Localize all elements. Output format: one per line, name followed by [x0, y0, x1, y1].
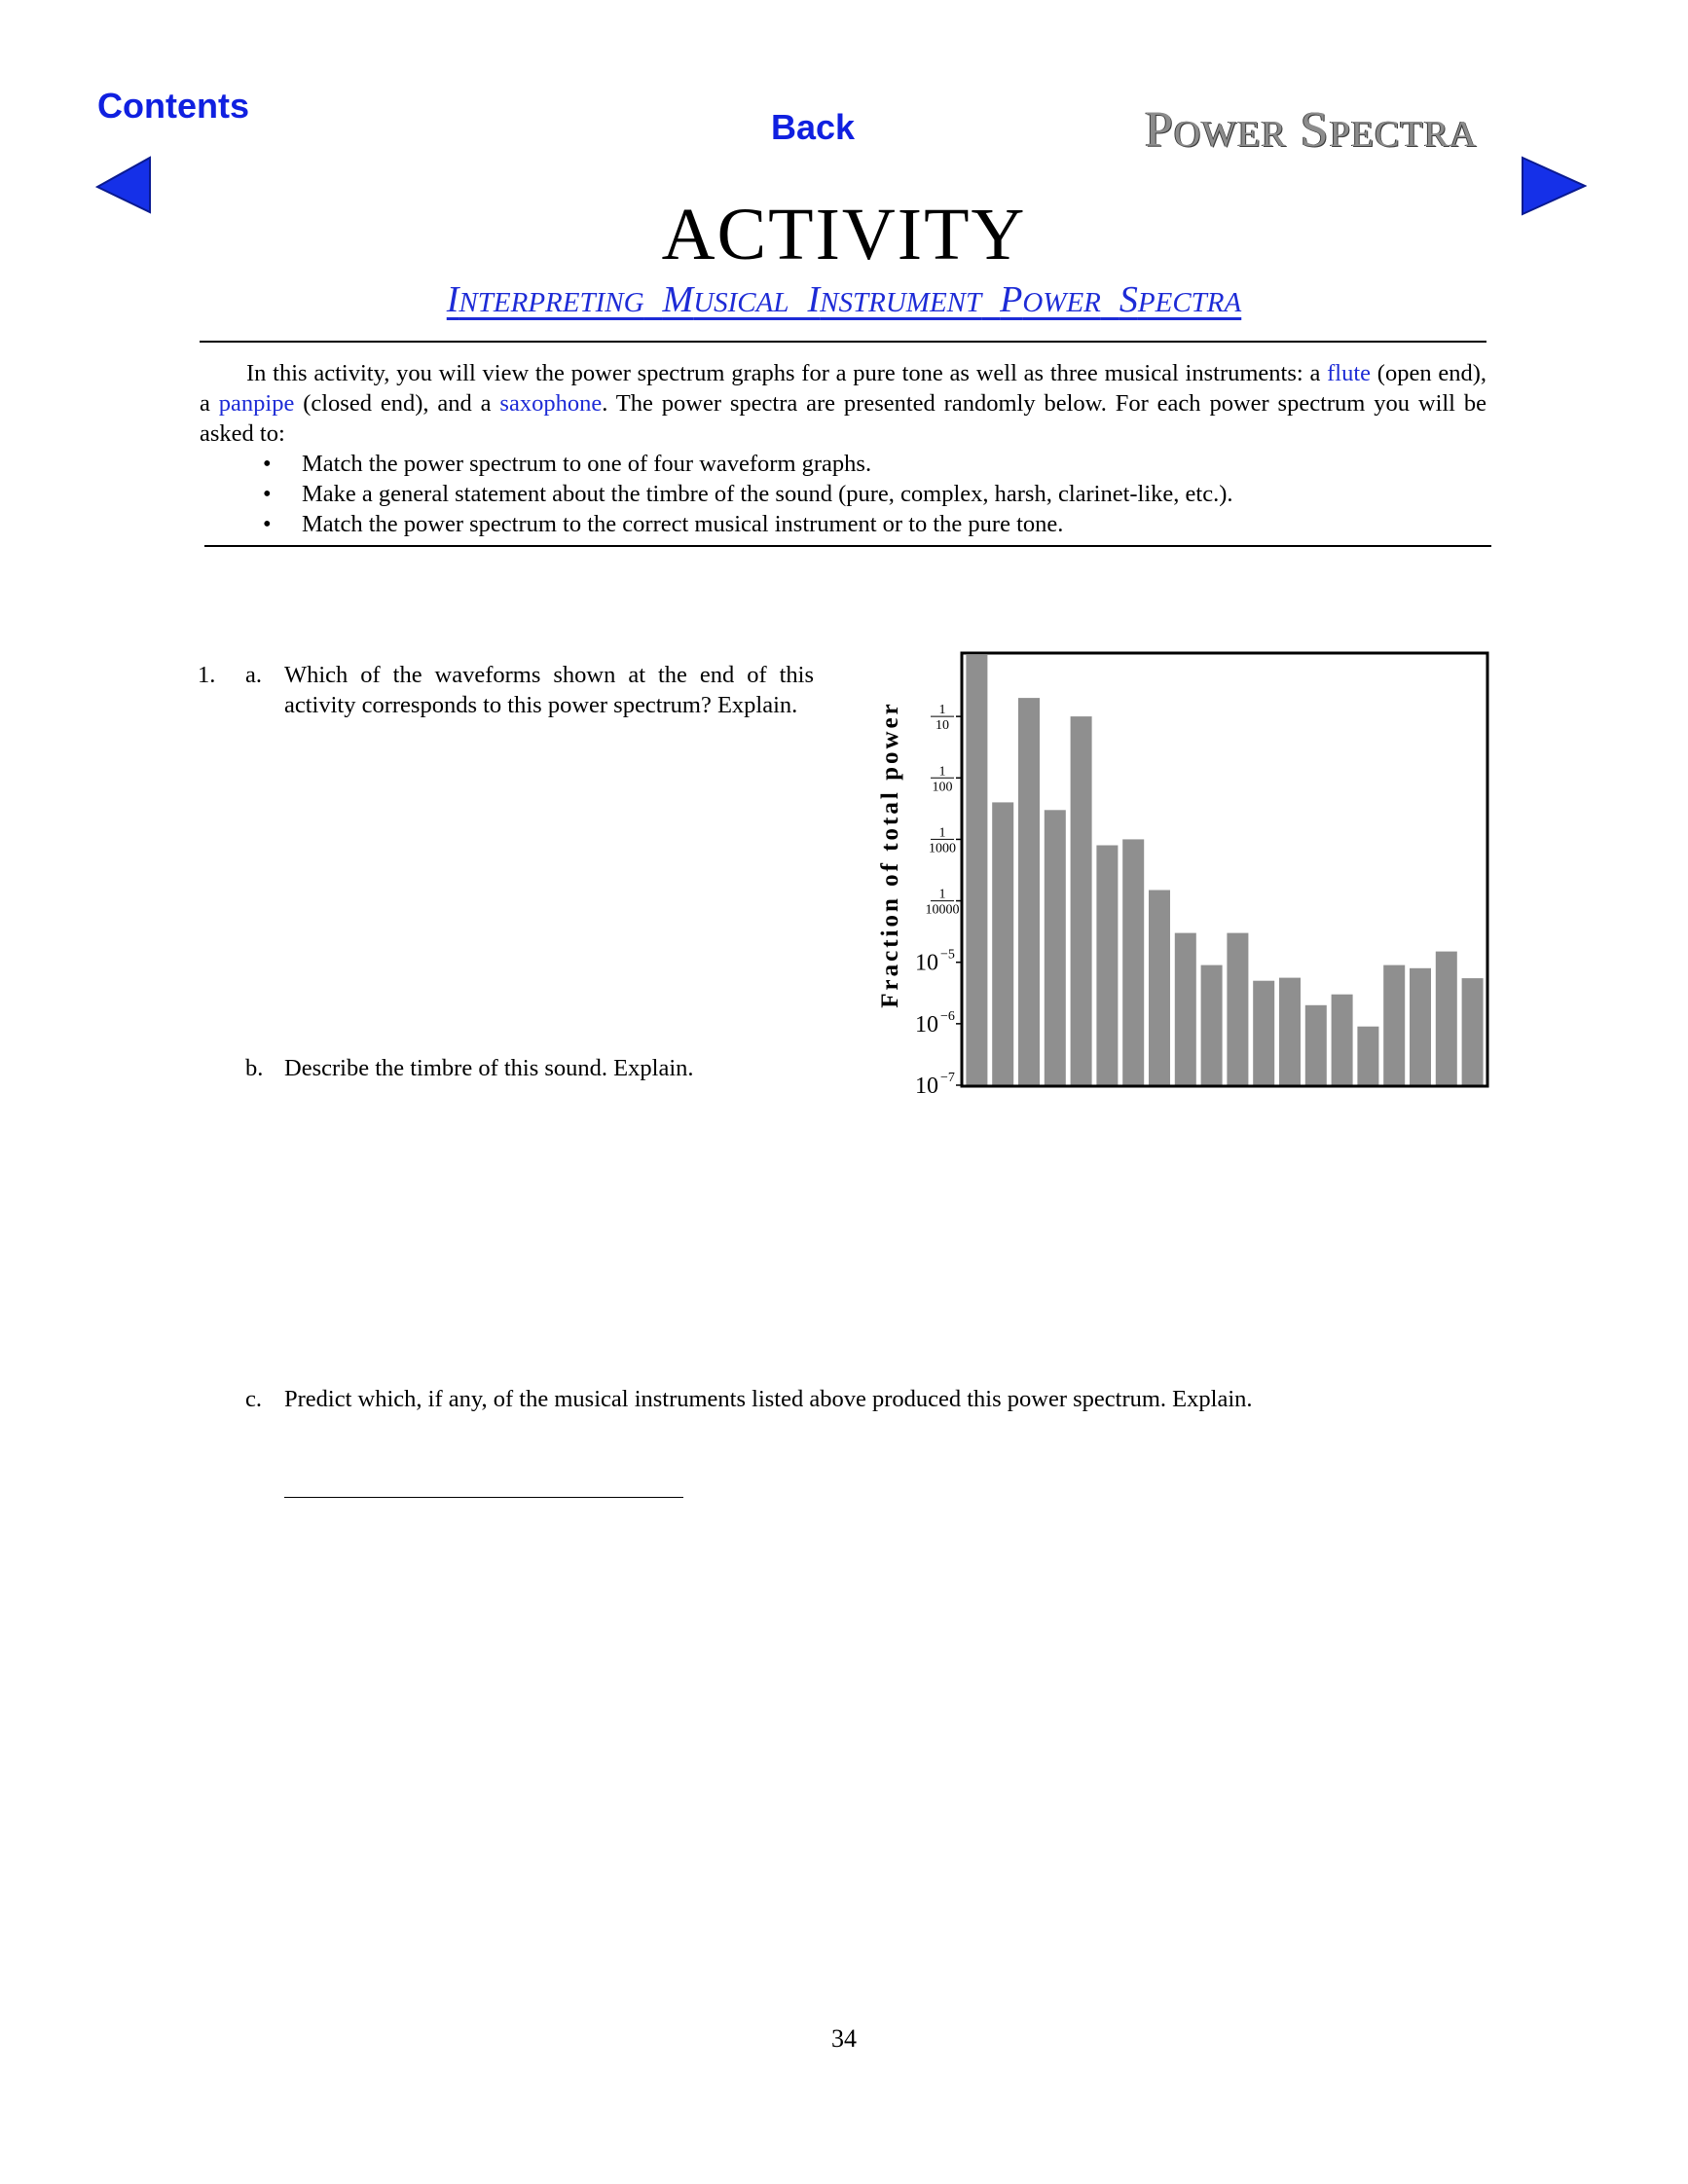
spectrum-bar — [992, 802, 1013, 1085]
bottom-rule — [204, 545, 1491, 547]
y-tick-label: 10 — [915, 1011, 938, 1037]
spectrum-bar — [966, 655, 987, 1085]
spectrum-bar — [1436, 952, 1457, 1085]
y-tick-denominator: 10 — [936, 718, 949, 734]
flute-link[interactable]: flute — [1327, 360, 1372, 386]
spectrum-bar — [1410, 968, 1431, 1085]
intro-text: In this activity, you will view the power spectrum graphs for a pure tone as well as three musical instruments: a flute (open end), a panpipe (closed end), and a saxophone. The power spectra are presented randomly below. For each power spectrum you will be asked to: • Match the power spectrum to one of four waveform graphs. • Make a general statement about the timbre of the sound (pure, complex, harsh, clarinet-like, etc.). • Match the power spectrum to the correct musical instrument or to the pure tone. — [200, 358, 1486, 539]
activity-subtitle-link[interactable]: INTERPRETING MUSICAL INSTRUMENT POWER SPECTRA — [446, 279, 1242, 320]
y-tick-numerator: 1 — [938, 825, 946, 841]
spectrum-bar — [1018, 698, 1040, 1085]
page-number: 34 — [831, 2024, 857, 2053]
y-tick-denominator: 100 — [932, 780, 953, 795]
back-link[interactable]: Back — [771, 107, 856, 147]
task-item: • Match the power spectrum to one of four waveform graphs. — [200, 449, 1486, 479]
y-tick-numerator: 1 — [938, 764, 946, 780]
page-title: ACTIVITY — [661, 194, 1027, 275]
spectrum-bar — [1096, 846, 1118, 1086]
spectrum-bar — [1462, 978, 1484, 1085]
part-a-label: a. — [245, 662, 262, 688]
question-number: 1. — [198, 662, 216, 688]
task-item: • Make a general statement about the timbre of the sound (pure, complex, harsh, clarinet-like, etc.). — [200, 479, 1486, 509]
y-tick-numerator: 1 — [938, 703, 946, 718]
y-tick-denominator: 10000 — [925, 902, 960, 918]
spectrum-bar — [1149, 891, 1170, 1086]
answer-line — [284, 1497, 683, 1498]
spectrum-bar — [1201, 965, 1223, 1085]
saxophone-link[interactable]: saxophone — [499, 390, 603, 417]
task-list — [200, 449, 1486, 539]
part-b-label: b. — [245, 1055, 264, 1081]
contents-link[interactable]: Contents — [97, 86, 249, 126]
task-item: • Match the power spectrum to the correct musical instrument or to the pure tone. — [200, 509, 1486, 539]
top-rule — [200, 341, 1486, 343]
y-tick-label: 10 — [915, 1074, 938, 1099]
spectrum-bar — [1227, 933, 1248, 1085]
running-head: POWER SPECTRA — [1145, 102, 1478, 158]
spectrum-bar — [1357, 1027, 1378, 1085]
y-tick-label: 10 — [915, 950, 938, 976]
part-b-text: Describe the timbre of this sound. Explain. — [284, 1055, 694, 1081]
y-tick-exponent: −7 — [940, 1071, 955, 1085]
part-c-text: Predict which, if any, of the musical instruments listed above produced this power spectrum. Explain. — [284, 1386, 1253, 1412]
part-a-text: Which of the waveforms shown at the end of this activity corresponds to this power spectrum? Explain. — [284, 662, 814, 718]
y-tick-exponent: −5 — [940, 947, 955, 963]
spectrum-bar — [1122, 839, 1144, 1085]
y-tick-exponent: −6 — [940, 1008, 955, 1024]
power-spectrum-chart — [857, 642, 1499, 1100]
part-c-label: c. — [245, 1386, 262, 1412]
spectrum-bar — [1045, 810, 1066, 1085]
spectrum-bar — [1305, 1005, 1327, 1085]
plot-frame — [962, 653, 1487, 1086]
spectrum-bar — [1332, 995, 1353, 1085]
spectrum-bar — [1253, 981, 1274, 1085]
y-tick-denominator: 1000 — [929, 841, 956, 856]
spectrum-bar — [1279, 978, 1301, 1085]
spectrum-bar — [1175, 933, 1196, 1085]
y-axis-label: Fraction of total power — [877, 701, 903, 1008]
y-tick-numerator: 1 — [938, 887, 946, 902]
spectrum-bar — [1071, 716, 1092, 1085]
panpipe-link[interactable]: panpipe — [218, 390, 295, 417]
spectrum-bar — [1383, 965, 1405, 1085]
